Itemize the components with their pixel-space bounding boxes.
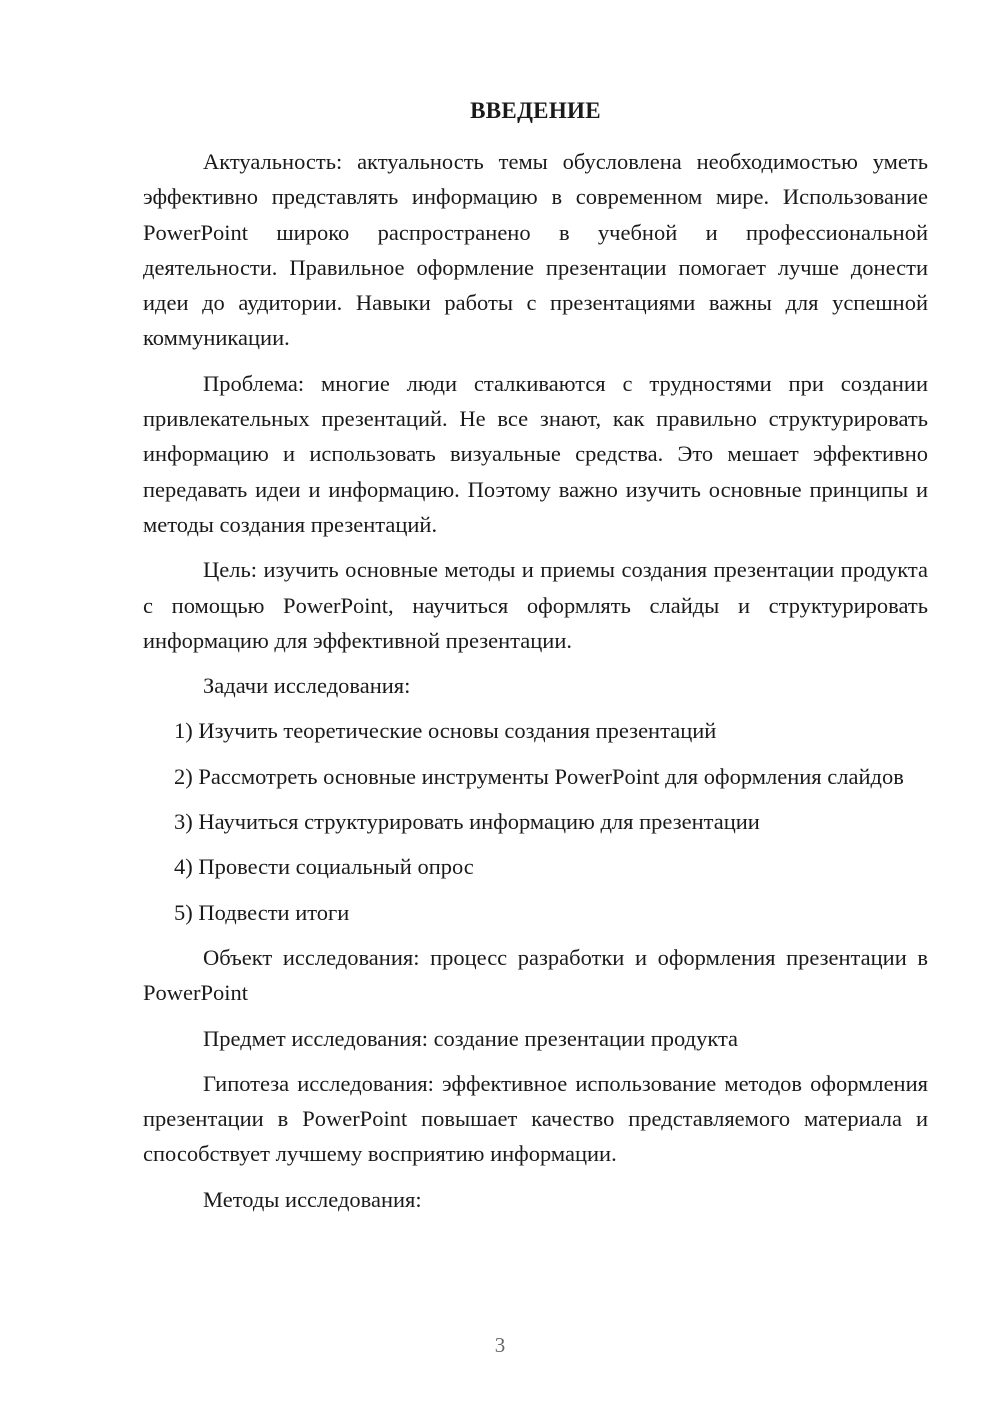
methods-title: Методы исследования: (203, 1186, 422, 1212)
section-heading: ВВЕДЕНИЕ (470, 98, 601, 123)
tasks-title: Задачи исследования: (203, 673, 411, 699)
paragraph-goal: Цель: изучить основные методы и приемы создания презентации продукта с помощью PowerPoint, научиться оформлять слайды и структурировать информацию для эффективной презентации. (143, 557, 928, 653)
task-item-1: 1) Изучить теоретические основы создания презентаций (174, 718, 717, 744)
task-item-2: 2) Рассмотреть основные инструменты PowerPoint для оформления слайдов (174, 763, 904, 789)
task-item-5: 5) Подвести итоги (174, 899, 350, 925)
paragraph-problem: Проблема: многие люди сталкиваются с трудностями при создании привлекательных презентаций. Не все знают, как правильно структурировать информацию и использовать визуальные средства. Это мешает эффективно передавать идеи и информацию. Поэтому важно изучить основные принципы и методы создания презентаций. (143, 370, 928, 537)
paragraph-hypothesis: Гипотеза исследования: эффективное использование методов оформления презентации в PowerPoint повышает качество представляемого материала и способствует лучшему восприятию информации. (143, 1070, 928, 1167)
paragraph-object: Объект исследования: процесс разработки и оформления презентации в PowerPoint (143, 944, 928, 1006)
paragraph-subject: Предмет исследования: создание презентации продукта (203, 1025, 739, 1051)
task-item-4: 4) Провести социальный опрос (174, 854, 474, 880)
document-page (143, 96, 928, 1227)
task-item-3: 3) Научиться структурировать информацию для презентации (174, 809, 760, 835)
paragraph-relevance: Актуальность: актуальность темы обусловлена необходимостью уметь эффективно представлять информацию в современном мире. Использование PowerPoint широко распространено в учебной и профессиональной деятельности. Правильное оформление презентации помогает лучше донести идеи до аудитории. Навыки работы с презентациями важны для успешной коммуникации. (143, 149, 928, 351)
page-number: 3 (494, 1333, 506, 1357)
